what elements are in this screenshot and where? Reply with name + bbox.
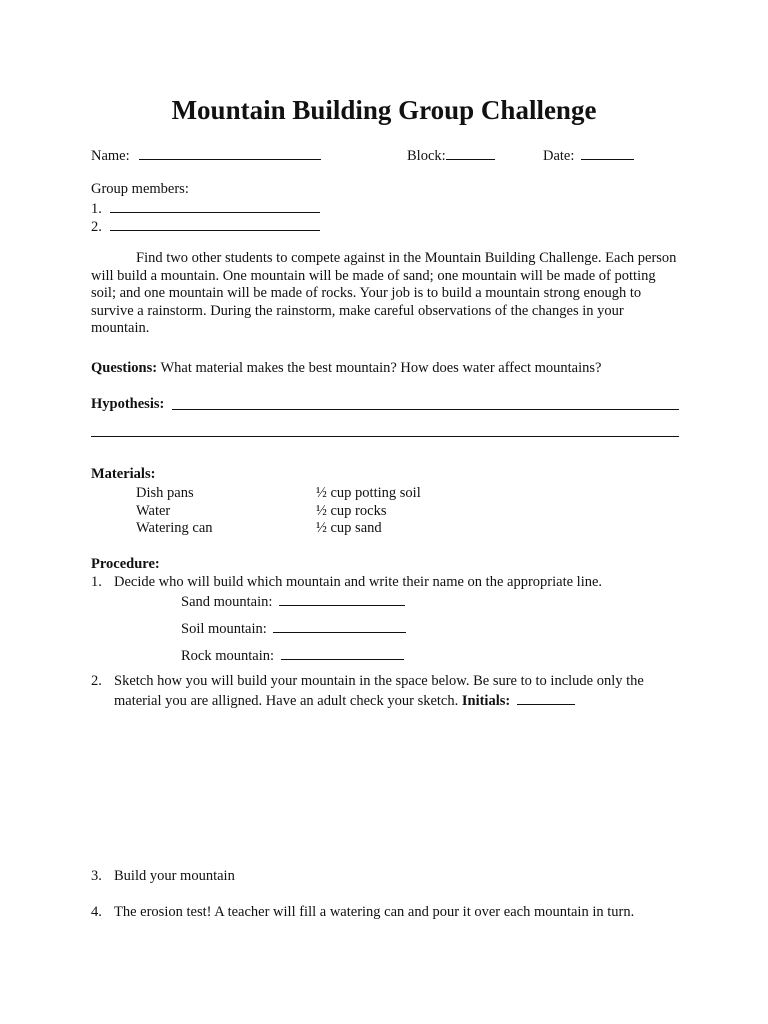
group-member-2 [91,217,320,237]
initials-label: Initials: [461,693,511,709]
procedure-label [91,556,160,574]
name-label: Name: [91,148,130,164]
step-1-text: Decide who will build which mountain and write their name on the appropriate line. [114,574,603,590]
name-blank[interactable] [139,146,321,160]
materials-item: Watering can [136,520,213,536]
step-3-number: 3. [91,868,102,884]
block-label: Block: [407,148,446,164]
intro-paragraph: Find two other students to compete against in the Mountain Building Challenge. Each person will build a mountain. One mountain will be made of sand; one mountain will be made of potting soil; and one mountain will be made of rocks. Your job is to build a mountain strong enough to survive a rainstorm. During the rainstorm, make careful observations of the changes in your mountain. [91,250,677,337]
step-2-line-2 [114,691,575,711]
hypothesis-blank-line-2[interactable] [91,436,679,437]
group-members-label: Group members: [91,181,189,197]
materials-label [91,466,155,484]
step-4-number: 4. [91,904,102,920]
date-field [543,146,634,166]
block-blank[interactable] [446,146,495,160]
hypothesis-blank-line-1[interactable] [172,409,679,410]
materials-label-text: Materials: [91,466,156,482]
group-member-1-blank[interactable] [110,199,320,213]
rock-mountain-field [181,646,404,666]
hypothesis-label-text: Hypothesis: [91,396,165,412]
group-member-2-number: 2. [91,219,102,235]
date-blank[interactable] [581,146,634,160]
sand-mountain-blank[interactable] [279,592,405,606]
initials-blank[interactable] [517,691,575,705]
group-member-1 [91,199,320,219]
materials-item: Water [136,503,171,519]
name-field [91,146,321,166]
group-member-1-number: 1. [91,201,102,217]
step-2-line-1: Sketch how you will build your mountain in the space below. Be sure to to include only the [114,673,644,689]
date-label: Date: [543,148,575,164]
page-title: Mountain Building Group Challenge [171,95,597,125]
materials-item: ½ cup rocks [316,503,387,519]
materials-item: ½ cup potting soil [316,485,421,501]
step-4-text: The erosion test! A teacher will fill a watering can and pour it over each mountain in turn. [114,904,635,920]
soil-mountain-label: Soil mountain: [181,621,267,637]
hypothesis-label [91,396,164,414]
step-1-number: 1. [91,574,102,590]
questions-line [91,360,601,378]
rock-mountain-blank[interactable] [281,646,404,660]
sand-mountain-field [181,592,405,612]
step-2-line-2-text: material you are alligned. Have an adult check your sketch. [114,693,459,709]
rock-mountain-label: Rock mountain: [181,648,275,664]
step-2-number: 2. [91,673,102,689]
questions-label: Questions: [91,360,158,376]
materials-item: ½ cup sand [316,520,382,536]
procedure-label-text: Procedure: [91,556,160,572]
soil-mountain-field [181,619,406,639]
questions-text: What material makes the best mountain? How does water affect mountains? [160,360,602,376]
sand-mountain-label: Sand mountain: [181,594,273,610]
group-member-2-blank[interactable] [110,217,320,231]
soil-mountain-blank[interactable] [273,619,406,633]
block-field [407,146,495,166]
materials-item: Dish pans [136,485,194,501]
step-3-text: Build your mountain [114,868,235,884]
